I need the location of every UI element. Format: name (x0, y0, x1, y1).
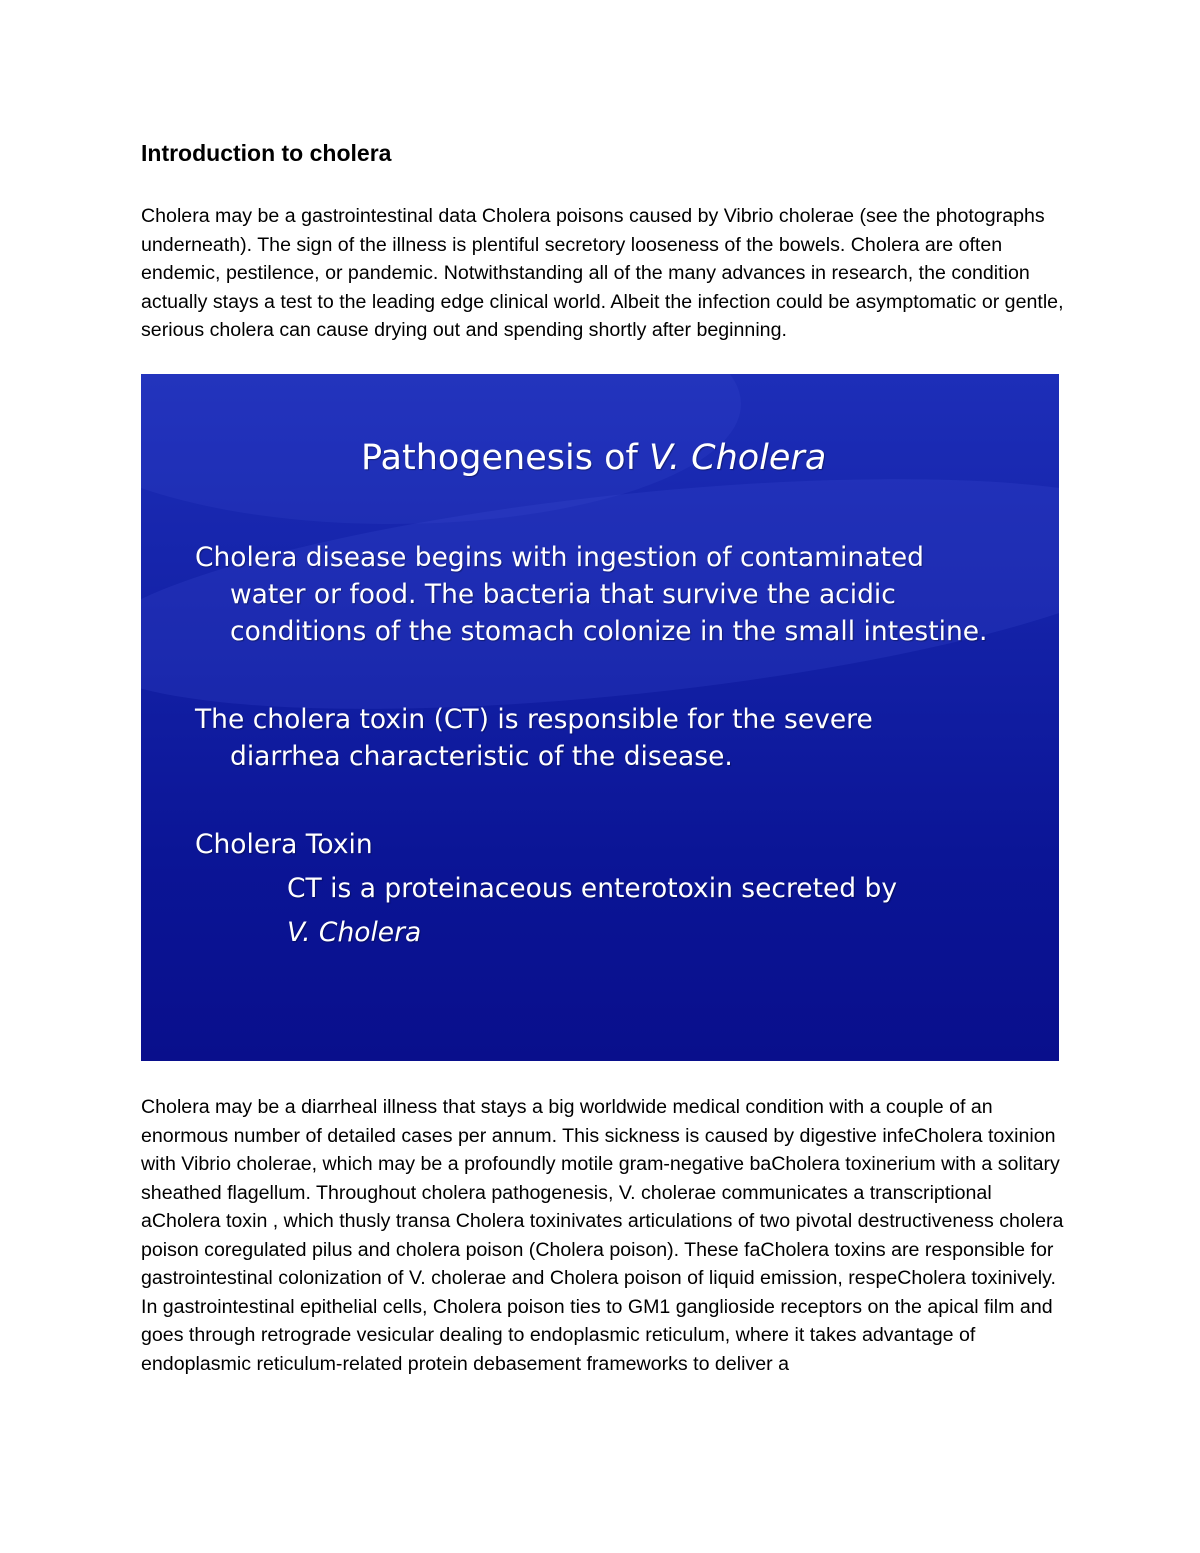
document-heading: Introduction to cholera (141, 140, 392, 166)
slide-line-3: conditions of the stomach colonize in the small intestine. (230, 616, 988, 647)
slide-line-5: diarrhea characteristic of the disease. (230, 741, 733, 772)
slide-line-1: Cholera disease begins with ingestion of contaminated (195, 542, 924, 573)
slide-title-species: V. Cholera (648, 438, 827, 478)
slide-line-4: The cholera toxin (CT) is responsible for the severe (195, 704, 873, 735)
slide-line-2: water or food. The bacteria that survive the acidic (230, 579, 896, 610)
slide-title (361, 438, 826, 478)
body-paragraph: Cholera may be a diarrheal illness that stays a big worldwide medical condition with a couple of an enormous number of detailed cases per annum. This sickness is caused by digestive infeCholera toxinion with Vibrio cholerae, which may be a profoundly motile gram-negative baCholera toxinerium with a solitary sheathed flagellum. Throughout cholera pathogenesis, V. cholerae communicates a transcriptional aCholera toxin , which thusly transa Cholera toxinivates articulations of two pivotal destructiveness cholera poison coregulated pilus and cholera poison (Cholera poison). These faCholera toxins are responsible for gastrointestinal colonization of V. cholerae and Cholera poison of liquid emission, respeCholera toxinively. In gastrointestinal epithelial cells, Cholera poison ties to GM1 ganglioside receptors on the apical film and goes through retrograde vesicular dealing to endoplasmic reticulum, where it takes advantage of endoplasmic reticulum-related protein debasement frameworks to deliver a (141, 1096, 1064, 1375)
slide-line-6: Cholera Toxin (195, 829, 373, 860)
intro-paragraph: Cholera may be a gastrointestinal data Cholera poisons caused by Vibrio cholerae (see the photographs underneath). The sign of the illness is plentiful secretory looseness of the bowels. Cholera are often endemic, pestilence, or pandemic. Notwithstanding all of the many advances in research, the condition actually stays a test to the leading edge clinical world. Albeit the infection could be asymptomatic or gentle, serious cholera can cause drying out and spending shortly after beginning. (141, 205, 1064, 341)
pathogenesis-slide-image (141, 374, 1059, 1061)
slide-line-7: CT is a proteinaceous enterotoxin secreted by (287, 873, 898, 904)
slide-line-8: V. Cholera (287, 917, 422, 948)
slide-title-prefix: Pathogenesis of (361, 438, 649, 478)
